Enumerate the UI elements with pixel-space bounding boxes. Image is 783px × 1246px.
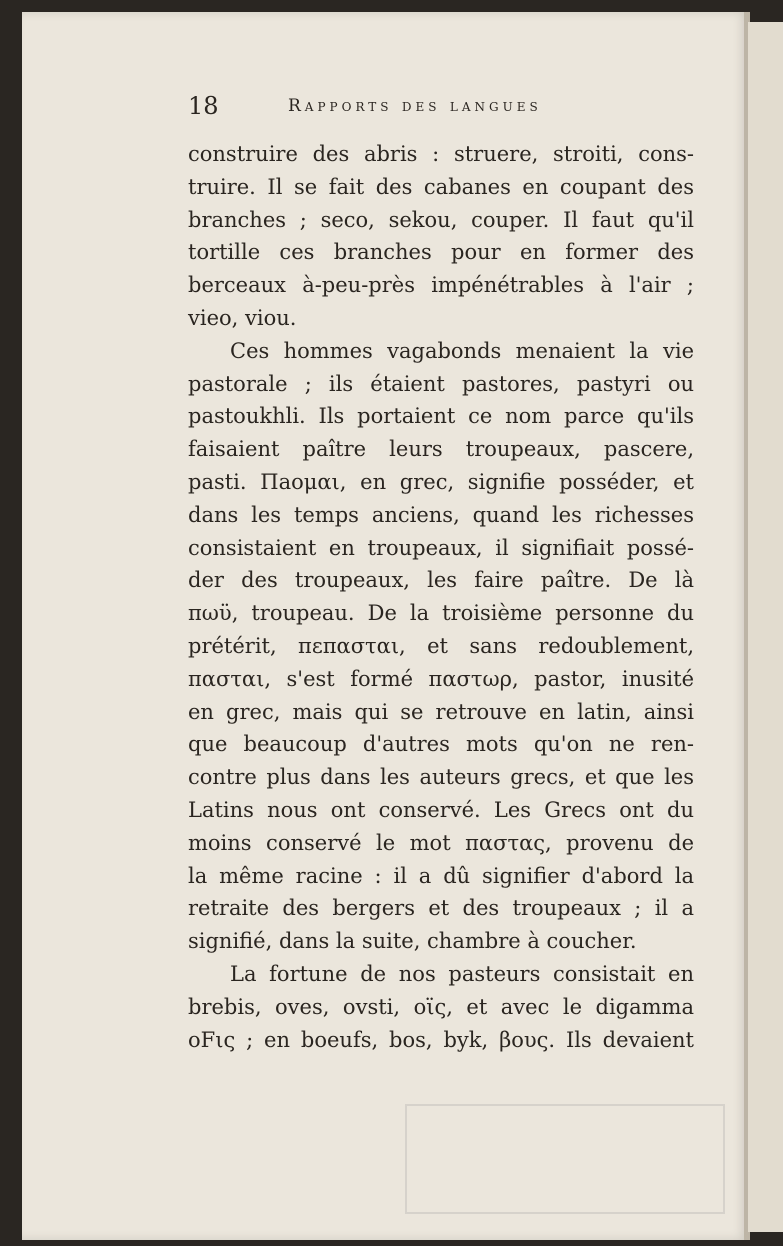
text-line: pasti. Πaoμαι, en grec, signifie posséder, et [188, 469, 694, 494]
text-line: πασται, s'est formé παστωρ, pastor, inusité [188, 666, 694, 691]
text-line: dans les temps anciens, quand les richesses [188, 502, 694, 527]
body-text [188, 138, 694, 1056]
text-line: la même racine : il a dû signifier d'abord la [188, 863, 694, 888]
next-page-edge [748, 22, 783, 1232]
text-line: consistaient en troupeaux, il signifiait possé- [188, 535, 694, 560]
text-line: tortille ces branches pour en former des [188, 240, 694, 265]
library-stamp [405, 1104, 725, 1214]
text-line: brebis, oves, ovsti, οϊς, et avec le digamma [188, 994, 694, 1019]
running-head: Rapports des langues [288, 96, 542, 116]
text-line: retraite des bergers et des troupeaux ; il a [188, 896, 694, 921]
text-line: signifié, dans la suite, chambre à coucher. [188, 929, 637, 954]
text-line: moins conservé le mot παστας, provenu de [188, 830, 694, 855]
page-number: 18 [188, 92, 219, 120]
page-header [188, 92, 694, 122]
text-line: faisaient paître leurs troupeaux, pascere, [188, 437, 694, 462]
text-line: pastoukhli. Ils portaient ce nom parce qu'ils [188, 404, 694, 429]
text-line: berceaux à-peu-près impénétrables à l'air ; [188, 273, 694, 298]
text-line: πωϋ, troupeau. De la troisième personne du [188, 601, 694, 626]
text-line: Ces hommes vagabonds menaient la vie [230, 338, 694, 363]
text-line: Latins nous ont conservé. Les Grecs ont du [188, 797, 694, 822]
text-line: construire des abris : struere, stroiti, cons- [188, 142, 694, 166]
text-line: prétérit, πεπασται, et sans redoublement, [188, 633, 694, 658]
text-line: contre plus dans les auteurs grecs, et que les [188, 765, 694, 790]
text-line: branches ; seco, sekou, couper. Il faut qu'il [188, 207, 694, 232]
text-line: pastorale ; ils étaient pastores, pastyri ou [188, 371, 694, 396]
text-line: que beaucoup d'autres mots qu'on ne ren- [188, 732, 694, 757]
text-line: La fortune de nos pasteurs consistait en [230, 961, 694, 986]
text-line: en grec, mais qui se retrouve en latin, ainsi [188, 699, 694, 724]
text-line: oFις ; en boeufs, bos, byk, βους. Ils devaient [188, 1027, 694, 1052]
text-line: vieo, viou. [188, 305, 297, 330]
text-line: truire. Il se fait des cabanes en coupant des [188, 174, 694, 199]
text-line: der des troupeaux, les faire paître. De là [188, 568, 694, 593]
